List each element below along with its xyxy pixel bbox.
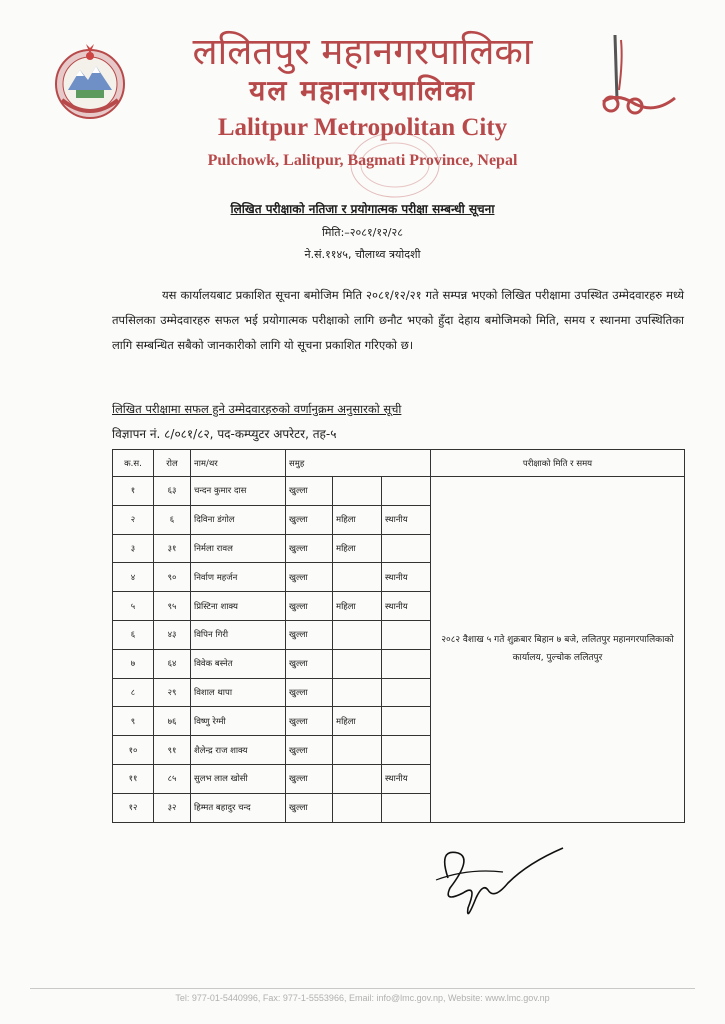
handwritten-signature [428,828,568,928]
advertisement-line: विज्ञापन नं. ८/०८१/८२, पद-कम्प्युटर अपरेटर, तह-५ [112,427,337,441]
cell-group-women [333,736,382,765]
cell-group-women: महिला [333,534,382,563]
cell-sn: ८ [113,678,154,707]
cell-group-open: खुल्ला [286,477,333,506]
cell-group-local [382,707,431,736]
cell-name: शैलेन्द्र राज शाक्य [191,736,286,765]
city-title-newari: यल महानगरपालिका [249,74,476,107]
cell-group-local: स्थानीय [382,764,431,793]
cell-group-local [382,678,431,707]
cell-group-women: महिला [333,505,382,534]
cell-group-women [333,678,382,707]
cell-group-local [382,534,431,563]
notice-title: लिखित परीक्षाको नतिजा र प्रयोगात्मक परीक्षा सम्बन्धी सूचना [230,202,495,216]
cell-group-local [382,620,431,649]
cell-name: सुलभ लाल खोसी [191,764,286,793]
cell-name: प्रिस्टिना शाक्य [191,592,286,621]
cell-group-open: खुल्ला [286,592,333,621]
cell-group-open: खुल्ला [286,793,333,822]
cell-roll: ३१ [154,534,191,563]
cell-group-women [333,563,382,592]
cell-group-local: स्थानीय [382,592,431,621]
cell-group-women: महिला [333,707,382,736]
cell-group-open: खुल्ला [286,764,333,793]
cell-roll: ७६ [154,707,191,736]
list-heading: लिखित परीक्षामा सफल हुने उम्मेदवारहरुको वर्णानुक्रम अनुसारको सूची [112,402,402,416]
cell-roll: ९० [154,563,191,592]
cell-roll: ९५ [154,592,191,621]
city-title-nepali: ललितपुर महानगरपालिका [192,30,533,73]
cell-name: निर्मला रावल [191,534,286,563]
cell-group-local [382,736,431,765]
footer-divider [30,988,695,989]
city-title-english: Lalitpur Metropolitan City [217,114,508,141]
cell-name: विपिन गिरी [191,620,286,649]
header-schedule: परीक्षाको मिति र समय [431,450,685,477]
cell-roll: ६४ [154,649,191,678]
cell-group-open: खुल्ला [286,534,333,563]
cell-sn: ४ [113,563,154,592]
cell-name: चन्दन कुमार दास [191,477,286,506]
cell-sn: ६ [113,620,154,649]
cell-sn: ११ [113,764,154,793]
cell-name: विष्णु रेग्मी [191,707,286,736]
cell-name: हिम्मत बहादुर चन्द [191,793,286,822]
cell-group-open: खुल्ला [286,736,333,765]
footer-contact: Tel: 977-01-5440996, Fax: 977-1-5553966, Email: info@lmc.gov.np, Website: www.lmc.gov.np [175,993,550,1003]
cell-group-women [333,764,382,793]
cell-sn: १ [113,477,154,506]
cell-group-local: स्थानीय [382,505,431,534]
candidate-table [112,449,685,823]
cell-group-open: खुल्ला [286,505,333,534]
header-group: समुह [286,450,431,477]
cell-name: निर्वाण महर्जन [191,563,286,592]
header-roll: रोल [154,450,191,477]
cell-roll: ८५ [154,764,191,793]
cell-name: विशाल थापा [191,678,286,707]
cell-group-women [333,477,382,506]
cell-group-open: खुल्ला [286,678,333,707]
cell-name: दिविना डंगोल [191,505,286,534]
cell-roll: ६३ [154,477,191,506]
exam-schedule-cell: २०८२ वैशाख ५ गते शुक्रबार बिहान ७ बजे, ललितपुर महानगरपालिकाको कार्यालय, पुल्चोक ललितपुर [431,477,685,823]
cell-sn: ७ [113,649,154,678]
cell-sn: १० [113,736,154,765]
cell-group-local [382,649,431,678]
cell-group-women [333,649,382,678]
cell-group-women: महिला [333,592,382,621]
cell-name: विवेक बस्नेत [191,649,286,678]
cell-group-open: खुल्ला [286,620,333,649]
cell-group-open: खुल्ला [286,649,333,678]
cell-roll: २९ [154,678,191,707]
notice-body: यस कार्यालयबाट प्रकाशित सूचना बमोजिम मिति २०८१/१२/२१ गते सम्पन्न भएको लिखित परीक्षामा उपस्थित उम्मेदवारहरु मध्ये तपसिलका उम्मेदवारहरु सफल भई प्रयोगात्मक परीक्षाको लागि छनौट भएको हुँदा देहाय बमोजिमको मिति, समय र स्थानमा उपस्थितिका लागि सम्बन्धित सबैको जानकारीको लागि यो सूचना प्रकाशित गरिएको छ। [112,288,684,352]
cell-sn: ९ [113,707,154,736]
cell-roll: ४३ [154,620,191,649]
cell-group-open: खुल्ला [286,707,333,736]
cell-sn: १२ [113,793,154,822]
cell-group-open: खुल्ला [286,563,333,592]
cell-sn: ५ [113,592,154,621]
header-sn: क.स. [113,450,154,477]
header-name: नाम/थर [191,450,286,477]
cell-group-local [382,793,431,822]
cell-roll: ३२ [154,793,191,822]
cell-sn: ३ [113,534,154,563]
cell-group-women [333,793,382,822]
city-address: Pulchowk, Lalitpur, Bagmati Province, Nepal [207,152,518,169]
nepal-sambat-date: ने.सं.११४५, चौलाथ्व त्रयोदशी [304,248,421,261]
cell-group-local: स्थानीय [382,563,431,592]
cell-roll: ९१ [154,736,191,765]
cell-group-women [333,620,382,649]
notice-date: मिति:–२०८१/१२/२८ [322,226,403,239]
cell-sn: २ [113,505,154,534]
cell-group-local [382,477,431,506]
cell-roll: ६ [154,505,191,534]
table-header-row [113,450,685,477]
table-row [113,477,685,506]
